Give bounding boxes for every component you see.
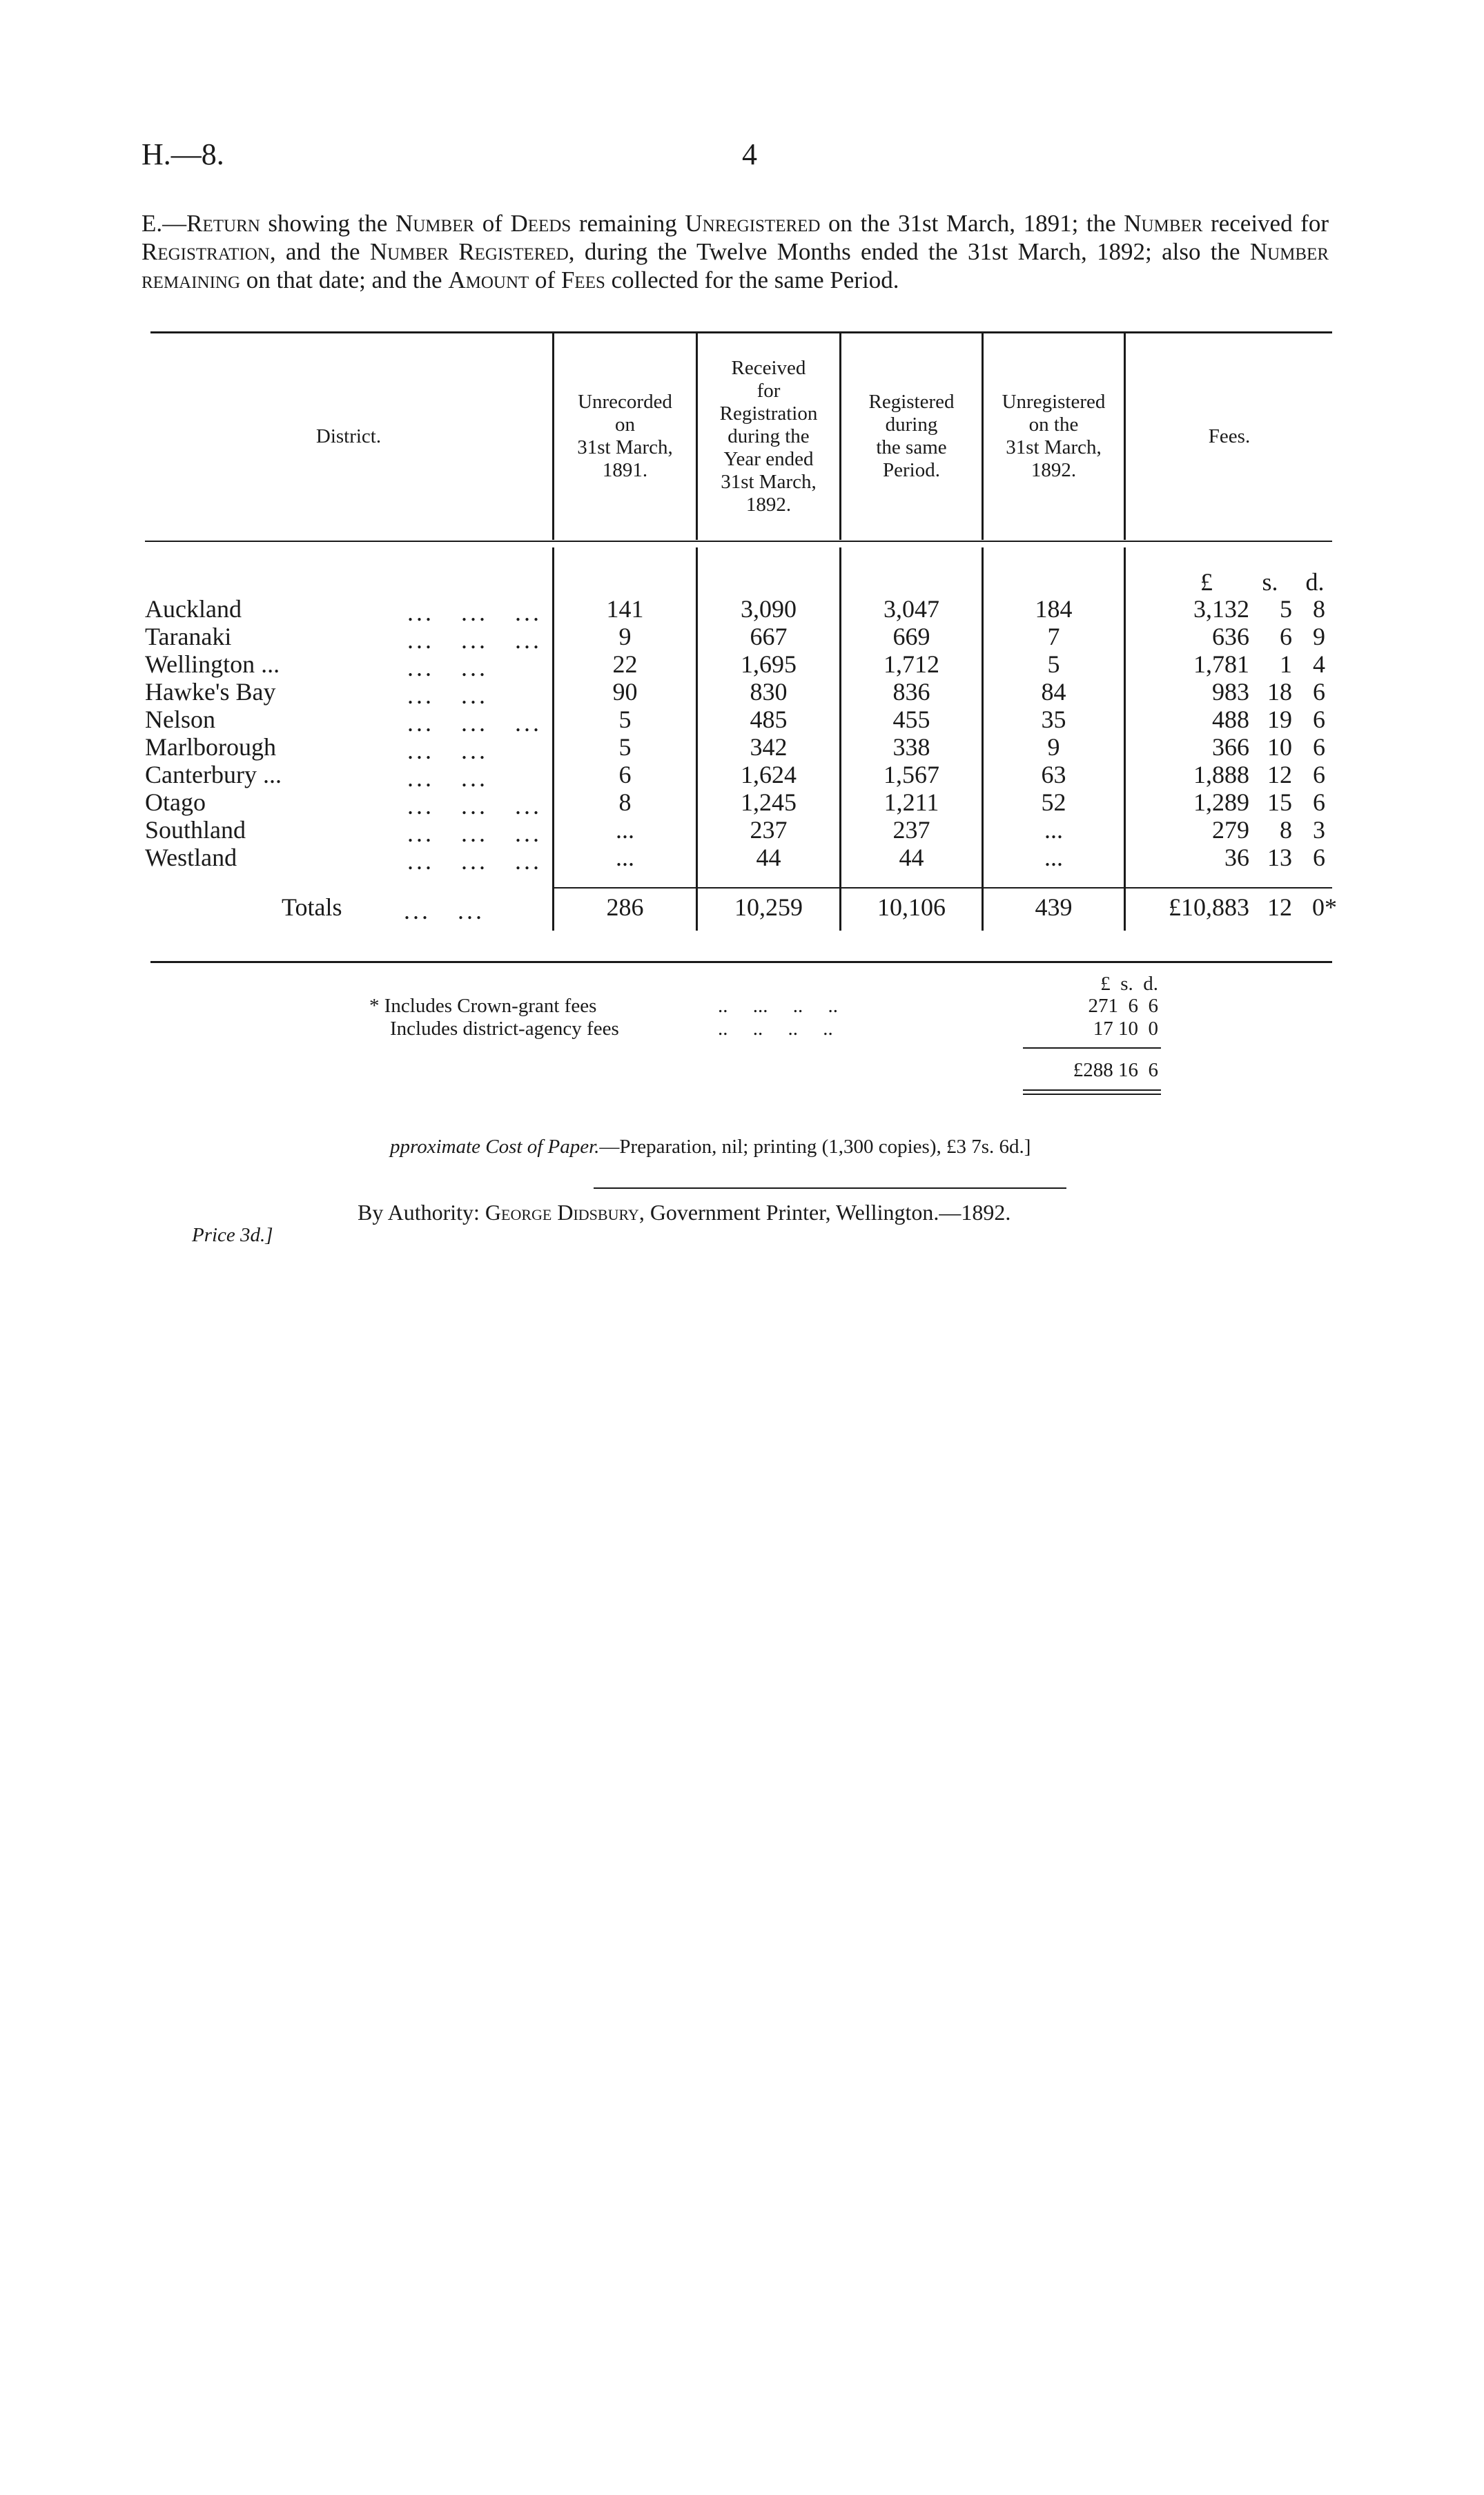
unrecorded-value: 8 <box>618 788 632 816</box>
unrecorded-value: 5 <box>618 706 632 733</box>
fees-pence: 6 <box>1313 733 1325 761</box>
received-value: 342 <box>750 733 788 761</box>
district-name: Nelson <box>145 706 215 733</box>
leader-dots: ... ... ... <box>407 599 542 626</box>
received-value: 830 <box>750 678 788 706</box>
column-divider <box>1124 547 1126 931</box>
fees-shillings: 6 <box>1280 623 1292 650</box>
table-bottom-rule <box>150 961 1332 963</box>
table-title: E.—Return showing the Number of Deeds remaining Unregistered on the 31st March, 1891; the Number received for Registration, and the Number Registered, during the Twelve Months ended the 31st March, 1892; also the Number remaining on that date; and the Amount of Fees collected for the same Period. <box>141 210 1329 293</box>
registered-value: 338 <box>892 733 930 761</box>
footnote-units: £ s. d. <box>1100 973 1158 995</box>
registered-value: 3,047 <box>883 595 939 623</box>
received-value: 485 <box>750 706 788 733</box>
column-header-unregistered: Unregistered on the 31st March, 1892. <box>1002 391 1106 481</box>
unrecorded-value: 90 <box>612 678 638 706</box>
fees-pence: 9 <box>1313 623 1325 650</box>
column-header-registered: Registered during the same Period. <box>868 391 955 481</box>
district-name: Hawke's Bay <box>145 678 276 706</box>
fees-pence: 8 <box>1313 595 1325 623</box>
printer-authority: By Authority: George Didsbury, Government Printer, Wellington.—1892. <box>358 1200 1011 1225</box>
totals-top-rule <box>552 887 1332 889</box>
footnote-district-agency-value: 17 10 0 <box>1093 1018 1158 1040</box>
registered-value: 1,211 <box>883 788 939 816</box>
leader-dots: ... ... <box>407 764 488 792</box>
totals-registered: 10,106 <box>877 893 946 921</box>
column-header-district: District. <box>315 425 382 447</box>
price-note: Price 3d.] <box>192 1224 273 1246</box>
fees-unit-shilling: s. <box>1262 568 1278 596</box>
fees-shillings: 15 <box>1267 788 1292 816</box>
header-bottom-rule <box>145 541 1332 542</box>
fees-pounds: 488 <box>1212 706 1249 733</box>
document-reference: H.—8. <box>141 137 224 171</box>
unrecorded-value: 22 <box>612 650 638 678</box>
fees-pounds: 279 <box>1212 816 1249 844</box>
unregistered-value: ... <box>1044 844 1063 871</box>
received-value: 667 <box>750 623 788 650</box>
fees-pounds: 36 <box>1224 844 1249 871</box>
fees-shillings: 8 <box>1280 816 1292 844</box>
footnote-sum-rule <box>1023 1047 1161 1049</box>
district-name: Auckland <box>145 595 242 623</box>
fees-pounds: 1,781 <box>1193 650 1249 678</box>
leader-dots: ... ... ... <box>407 819 542 847</box>
district-name: Marlborough <box>145 733 276 761</box>
leader-dots: ... ... ... <box>407 847 542 875</box>
registered-value: 836 <box>892 678 930 706</box>
received-value: 3,090 <box>741 595 797 623</box>
received-value: 1,245 <box>741 788 797 816</box>
received-value: 44 <box>756 844 781 871</box>
leader-dots: ... ... <box>407 654 488 681</box>
received-value: 1,624 <box>741 761 797 788</box>
fees-pence: 6 <box>1313 678 1325 706</box>
column-header-fees: Fees. <box>1208 425 1251 447</box>
fees-shillings: 12 <box>1267 761 1292 788</box>
leader-dots: ... ... ... <box>407 709 542 737</box>
footnote-crown-grant-dots: .. ... .. .. <box>718 995 838 1017</box>
leader-dots: ... ... <box>407 681 488 709</box>
unregistered-value: 52 <box>1041 788 1066 816</box>
totals-unrecorded: 286 <box>606 893 644 921</box>
district-name: Wellington ... <box>145 650 280 678</box>
unrecorded-value: ... <box>616 816 634 844</box>
totals-fees-pounds: £10,883 <box>1169 893 1249 921</box>
totals-label: Totals <box>282 893 342 921</box>
fees-shillings: 10 <box>1267 733 1292 761</box>
fees-pence: 6 <box>1313 844 1325 871</box>
totals-received: 10,259 <box>734 893 803 921</box>
fees-pence: 3 <box>1313 816 1325 844</box>
footnote-crown-grant-label: * Includes Crown-grant fees <box>369 995 597 1017</box>
footnote-total-double-rule-bottom <box>1023 1094 1161 1095</box>
unrecorded-value: 5 <box>618 733 632 761</box>
totals-fees-pence: 0* <box>1312 893 1337 921</box>
registered-value: 669 <box>892 623 930 650</box>
fees-shillings: 13 <box>1267 844 1292 871</box>
footnote-crown-grant-value: 271 6 6 <box>1088 995 1158 1017</box>
fees-pounds: 366 <box>1212 733 1249 761</box>
district-name: Taranaki <box>145 623 232 650</box>
fees-pence: 6 <box>1313 761 1325 788</box>
cost-of-paper-note: pproximate Cost of Paper.—Preparation, nil; printing (1,300 copies), £3 7s. 6d.] <box>390 1136 1031 1158</box>
received-value: 237 <box>750 816 788 844</box>
column-header-received: Received for Registration during the Year ended 31st March, 1892. <box>719 356 818 516</box>
fees-pence: 6 <box>1313 706 1325 733</box>
fees-shillings: 19 <box>1267 706 1292 733</box>
unrecorded-value: 6 <box>618 761 632 788</box>
unregistered-value: 35 <box>1041 706 1066 733</box>
fees-pence: 4 <box>1313 650 1325 678</box>
imprint-rule <box>594 1187 1066 1189</box>
footnote-total-double-rule-top <box>1023 1089 1161 1091</box>
registered-value: 237 <box>892 816 930 844</box>
leader-dots: ... ... ... <box>407 792 542 819</box>
totals-unregistered: 439 <box>1035 893 1073 921</box>
fees-pounds: 3,132 <box>1193 595 1249 623</box>
district-name: Otago <box>145 788 206 816</box>
unregistered-value: 63 <box>1041 761 1066 788</box>
unrecorded-value: 9 <box>618 623 632 650</box>
district-name: Westland <box>145 844 237 871</box>
unregistered-value: 84 <box>1041 678 1066 706</box>
fees-pounds: 1,289 <box>1193 788 1249 816</box>
leader-dots: ... ... <box>407 737 488 764</box>
registered-value: 455 <box>892 706 930 733</box>
fees-pence: 6 <box>1313 788 1325 816</box>
fees-shillings: 18 <box>1267 678 1292 706</box>
column-header-unrecorded: Unrecorded on 31st March, 1891. <box>577 391 673 481</box>
unrecorded-value: ... <box>616 844 634 871</box>
footnote-total: £288 16 6 <box>1073 1059 1158 1081</box>
registered-value: 44 <box>899 844 924 871</box>
totals-leader-dots: ... ... <box>404 897 485 924</box>
fees-pounds: 636 <box>1212 623 1249 650</box>
received-value: 1,695 <box>741 650 797 678</box>
unregistered-value: 5 <box>1047 650 1060 678</box>
fees-pounds: 983 <box>1212 678 1249 706</box>
footnote-district-agency-dots: .. .. .. .. <box>718 1018 833 1040</box>
district-name: Canterbury ... <box>145 761 282 788</box>
unregistered-value: 184 <box>1035 595 1073 623</box>
fees-unit-pence: d. <box>1305 568 1325 596</box>
unrecorded-value: 141 <box>606 595 644 623</box>
registered-value: 1,712 <box>883 650 939 678</box>
unregistered-value: ... <box>1044 816 1063 844</box>
fees-shillings: 1 <box>1280 650 1292 678</box>
page-number: 4 <box>742 137 757 171</box>
registered-value: 1,567 <box>883 761 939 788</box>
fees-pounds: 1,888 <box>1193 761 1249 788</box>
fees-unit-pound: £ <box>1200 568 1213 596</box>
unregistered-value: 9 <box>1047 733 1060 761</box>
footnote-district-agency-label: Includes district-agency fees <box>390 1018 619 1040</box>
totals-fees-shillings: 12 <box>1267 893 1292 921</box>
district-name: Southland <box>145 816 246 844</box>
unregistered-value: 7 <box>1047 623 1060 650</box>
fees-shillings: 5 <box>1280 595 1292 623</box>
leader-dots: ... ... ... <box>407 626 542 654</box>
